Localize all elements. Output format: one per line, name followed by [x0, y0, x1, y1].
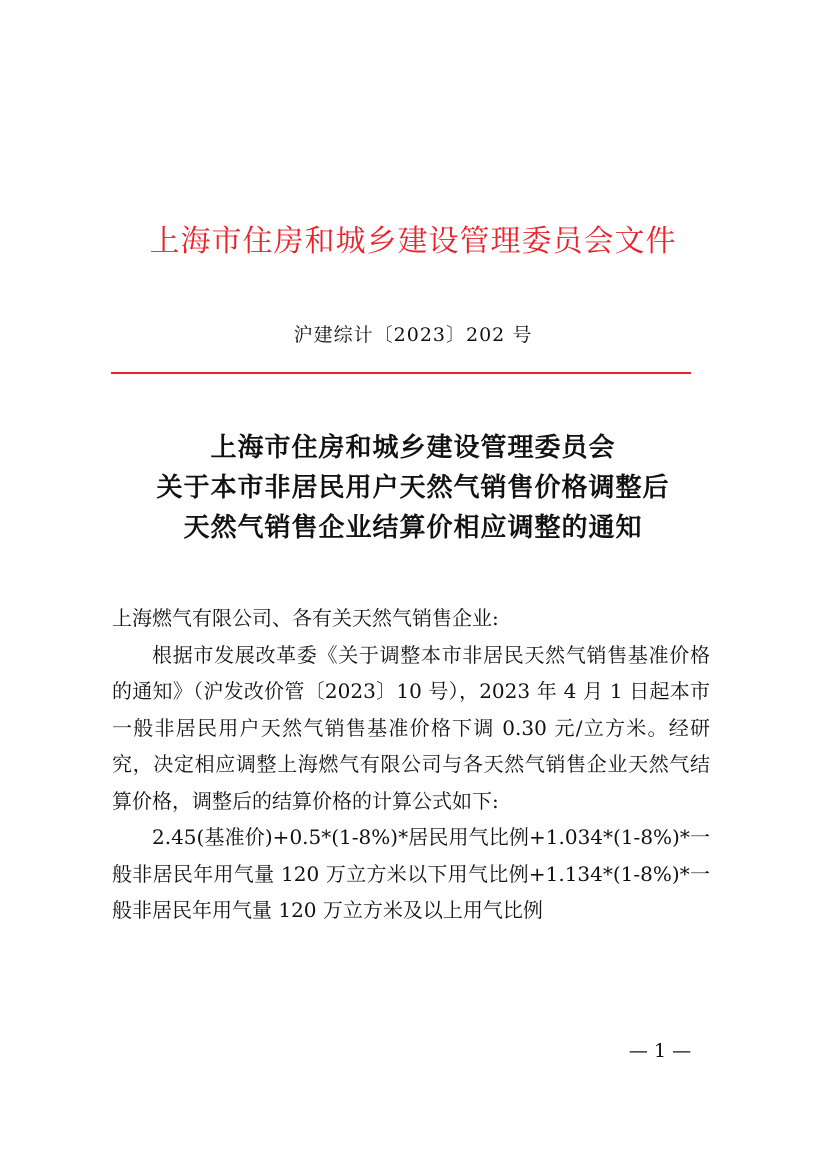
- document-header-title: 上海市住房和城乡建设管理委员会文件: [149, 224, 677, 259]
- red-divider-line: [111, 372, 691, 374]
- notice-title-line-2: 关于本市非居民用户天然气销售价格调整后: [156, 473, 670, 503]
- notice-title: [0, 428, 826, 548]
- price-formula: 2.45(基准价)+0.5*(1-8%)*居民用气比例+1.034*(1-8%)*一般非居民年用气量 120 万立方米以下用气比例+1.134*(1-8%)*一般非居民年用气量 120 万立方米及以上用气比例: [112, 825, 710, 922]
- page-number: — 1 —: [628, 1040, 692, 1062]
- notice-title-line-1: 上海市住房和城乡建设管理委员会: [210, 433, 616, 463]
- salutation: 上海燃气有限公司、各有关天然气销售企业:: [112, 606, 499, 630]
- notice-title-line-3: 天然气销售企业结算价相应调整的通知: [183, 513, 643, 543]
- body-paragraph: 根据市发展改革委《关于调整本市非居民天然气销售基准价格的通知》（沪发改价管〔2023〕10 号），2023 年 4 月 1 日起本市一般非居民用户天然气销售基准价格下调 0.30 元/立方米。经研究，决定相应调整上海燃气有限公司与各天然气销售企业天然气结算价格，调整后的结算价格的计算公式如下:: [112, 642, 710, 813]
- document-body: [112, 600, 710, 929]
- document-number: 沪建综计〔2023〕202 号: [293, 324, 533, 346]
